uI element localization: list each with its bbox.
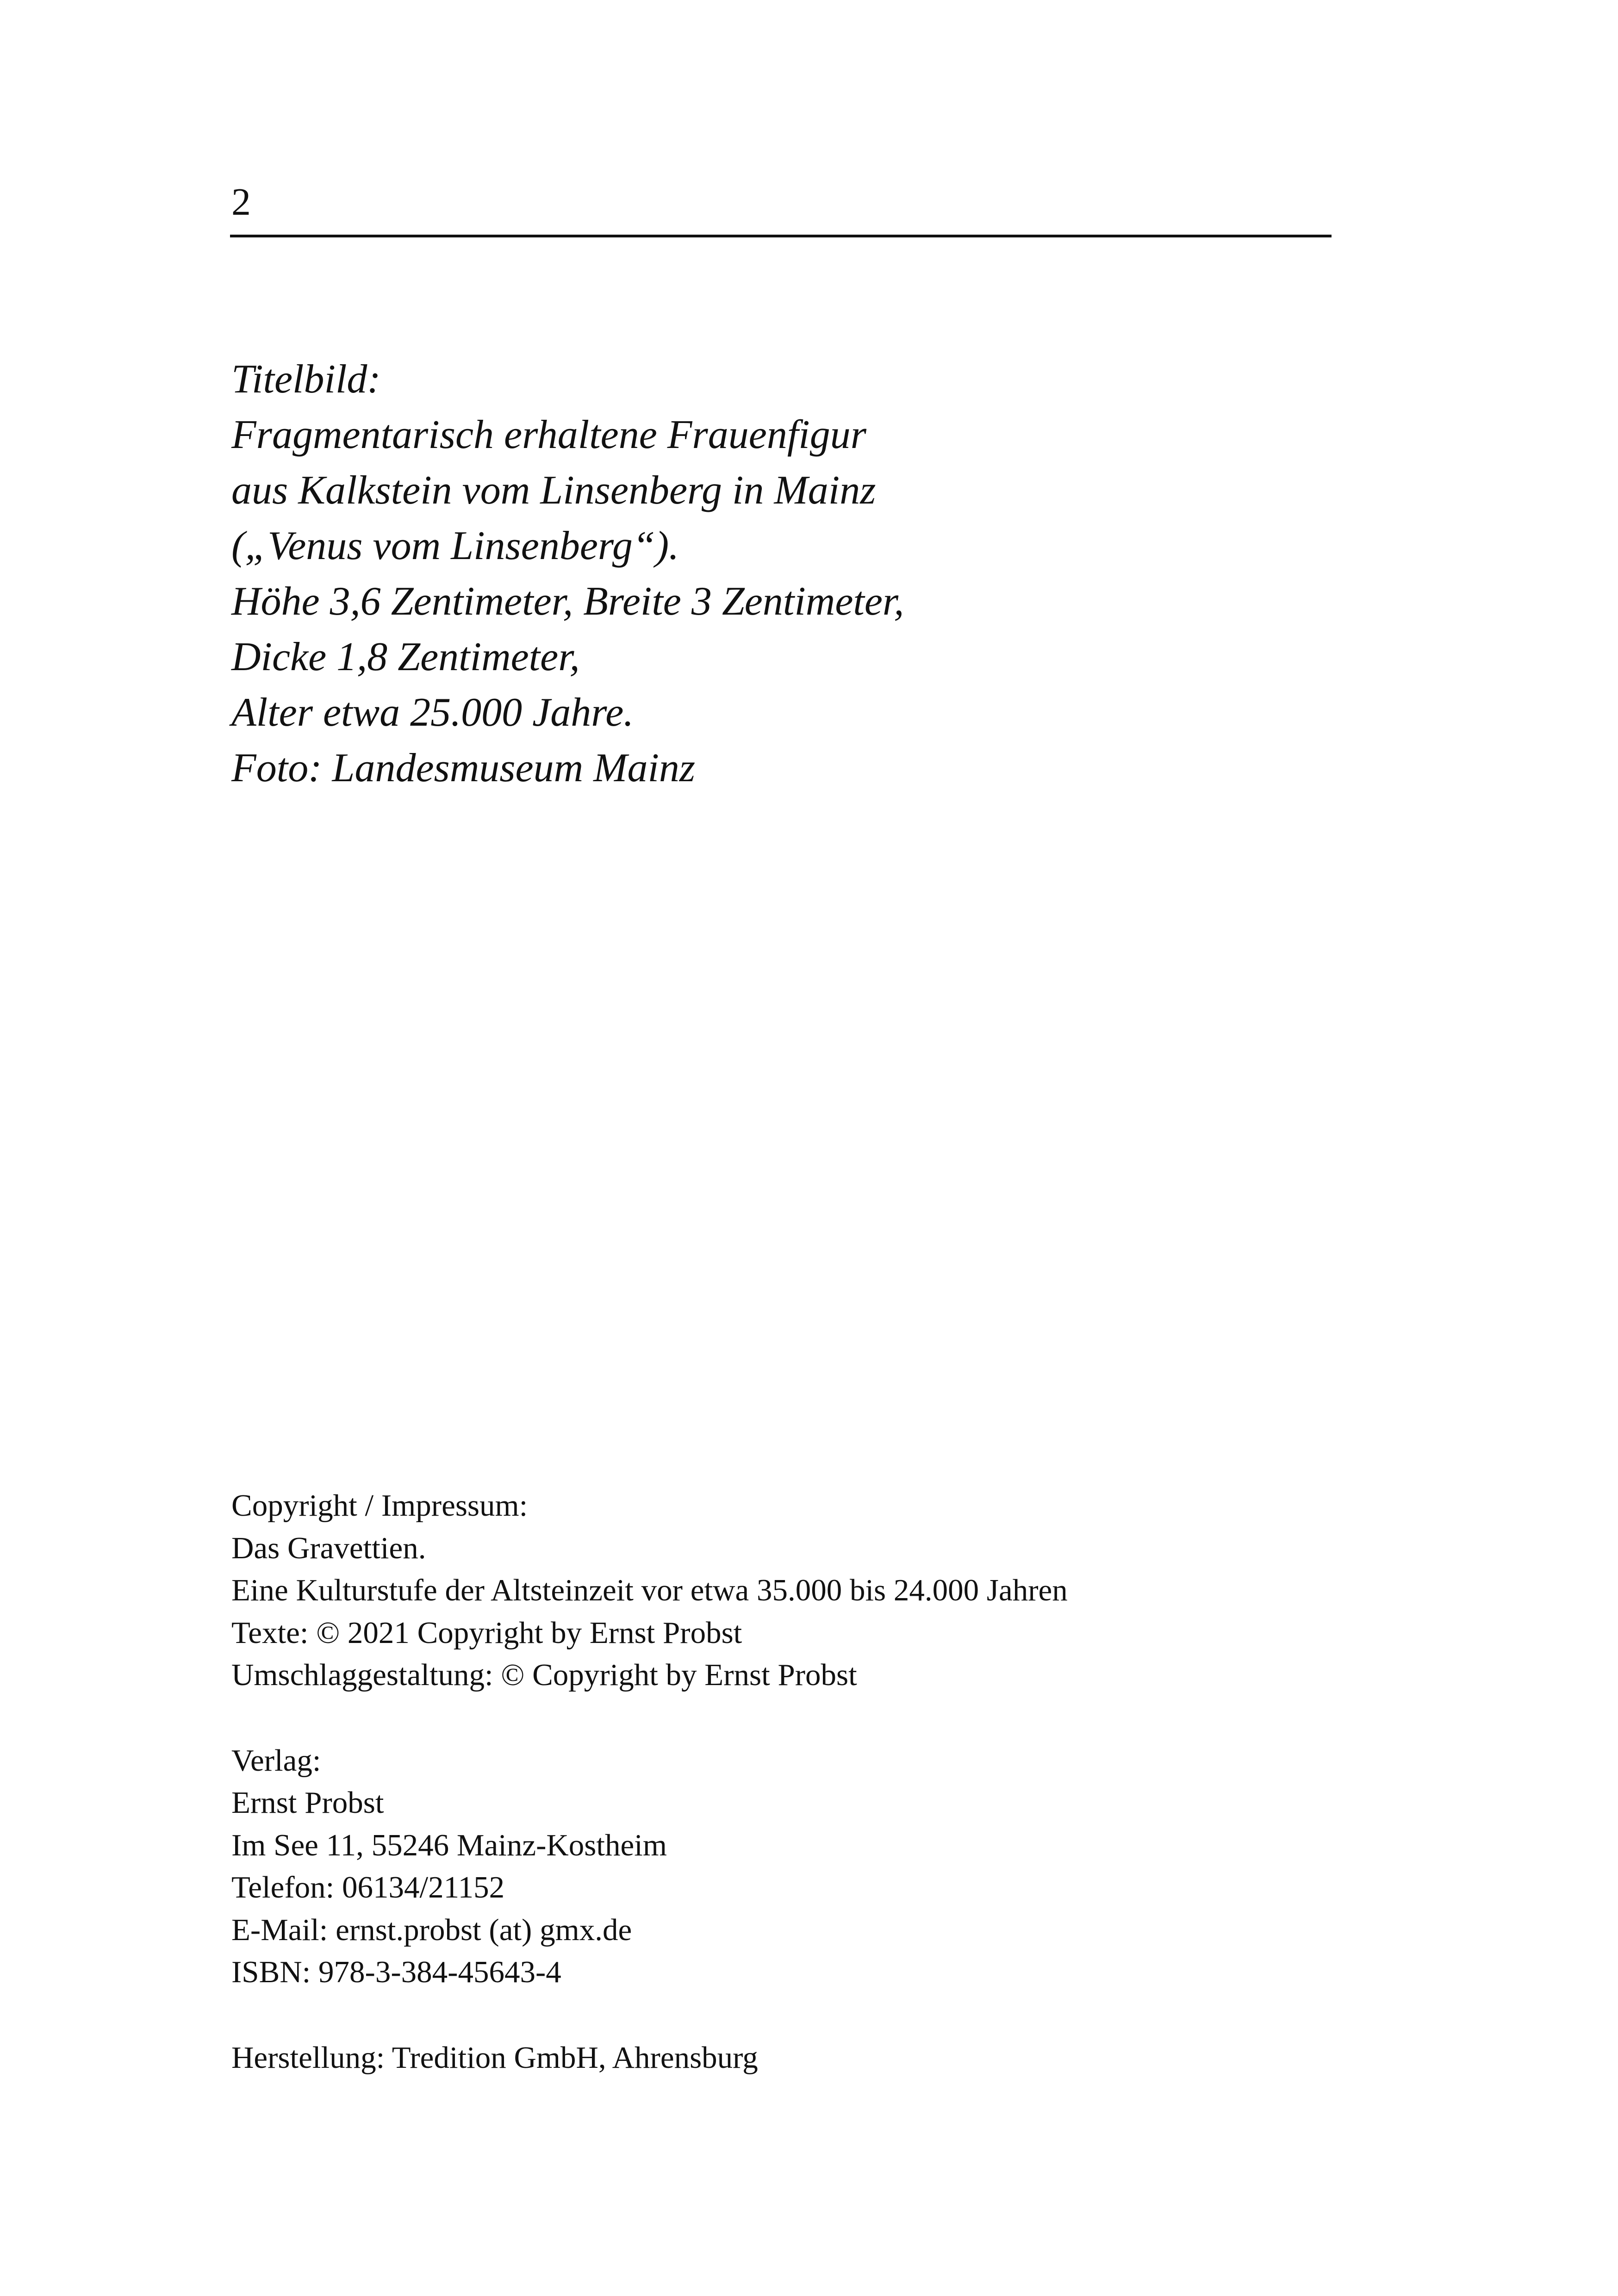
caption-line: Höhe 3,6 Zentimeter, Breite 3 Zentimeter, [231,579,904,624]
imprint-heading: Copyright / Impressum: [231,1488,528,1523]
book-title: Das Gravettien. [231,1531,426,1565]
caption-line: („Venus vom Linsenberg“). [231,523,679,568]
caption-line: Dicke 1,8 Zentimeter, [231,635,580,679]
book-subtitle: Eine Kulturstufe der Altsteinzeit vor etwa 35.000 bis 24.000 Jahren [231,1573,1068,1607]
caption-line: aus Kalkstein vom Linsenberg in Mainz [231,468,876,513]
cover-design-copyright: Umschlaggestaltung: © Copyright by Ernst Probst [231,1658,857,1692]
text-copyright: Texte: © 2021 Copyright by Ernst Probst [231,1615,742,1650]
production-credit: Herstellung: Tredition GmbH, Ahrensburg [231,2040,758,2075]
isbn: ISBN: 978-3-384-45643-4 [231,1955,561,1989]
spacer [231,1994,1342,2037]
caption-heading: Titelbild: [231,357,381,402]
publisher-heading: Verlag: [231,1743,321,1778]
header-rule [230,235,1332,237]
cover-image-caption [231,352,1296,796]
caption-line: Fragmentarisch erhaltene Frauenfigur [231,412,866,457]
imprint-block [231,1485,1342,2079]
publisher-phone: Telefon: 06134/21152 [231,1870,505,1904]
spacer [231,1697,1342,1740]
publisher-email: E-Mail: ernst.probst (at) gmx.de [231,1912,632,1947]
caption-line: Alter etwa 25.000 Jahre. [231,690,634,735]
caption-photo-credit: Foto: Landesmuseum Mainz [231,746,696,790]
page-number: 2 [231,180,251,224]
publisher-address: Im See 11, 55246 Mainz-Kostheim [231,1828,667,1862]
publisher-name: Ernst Probst [231,1786,384,1820]
